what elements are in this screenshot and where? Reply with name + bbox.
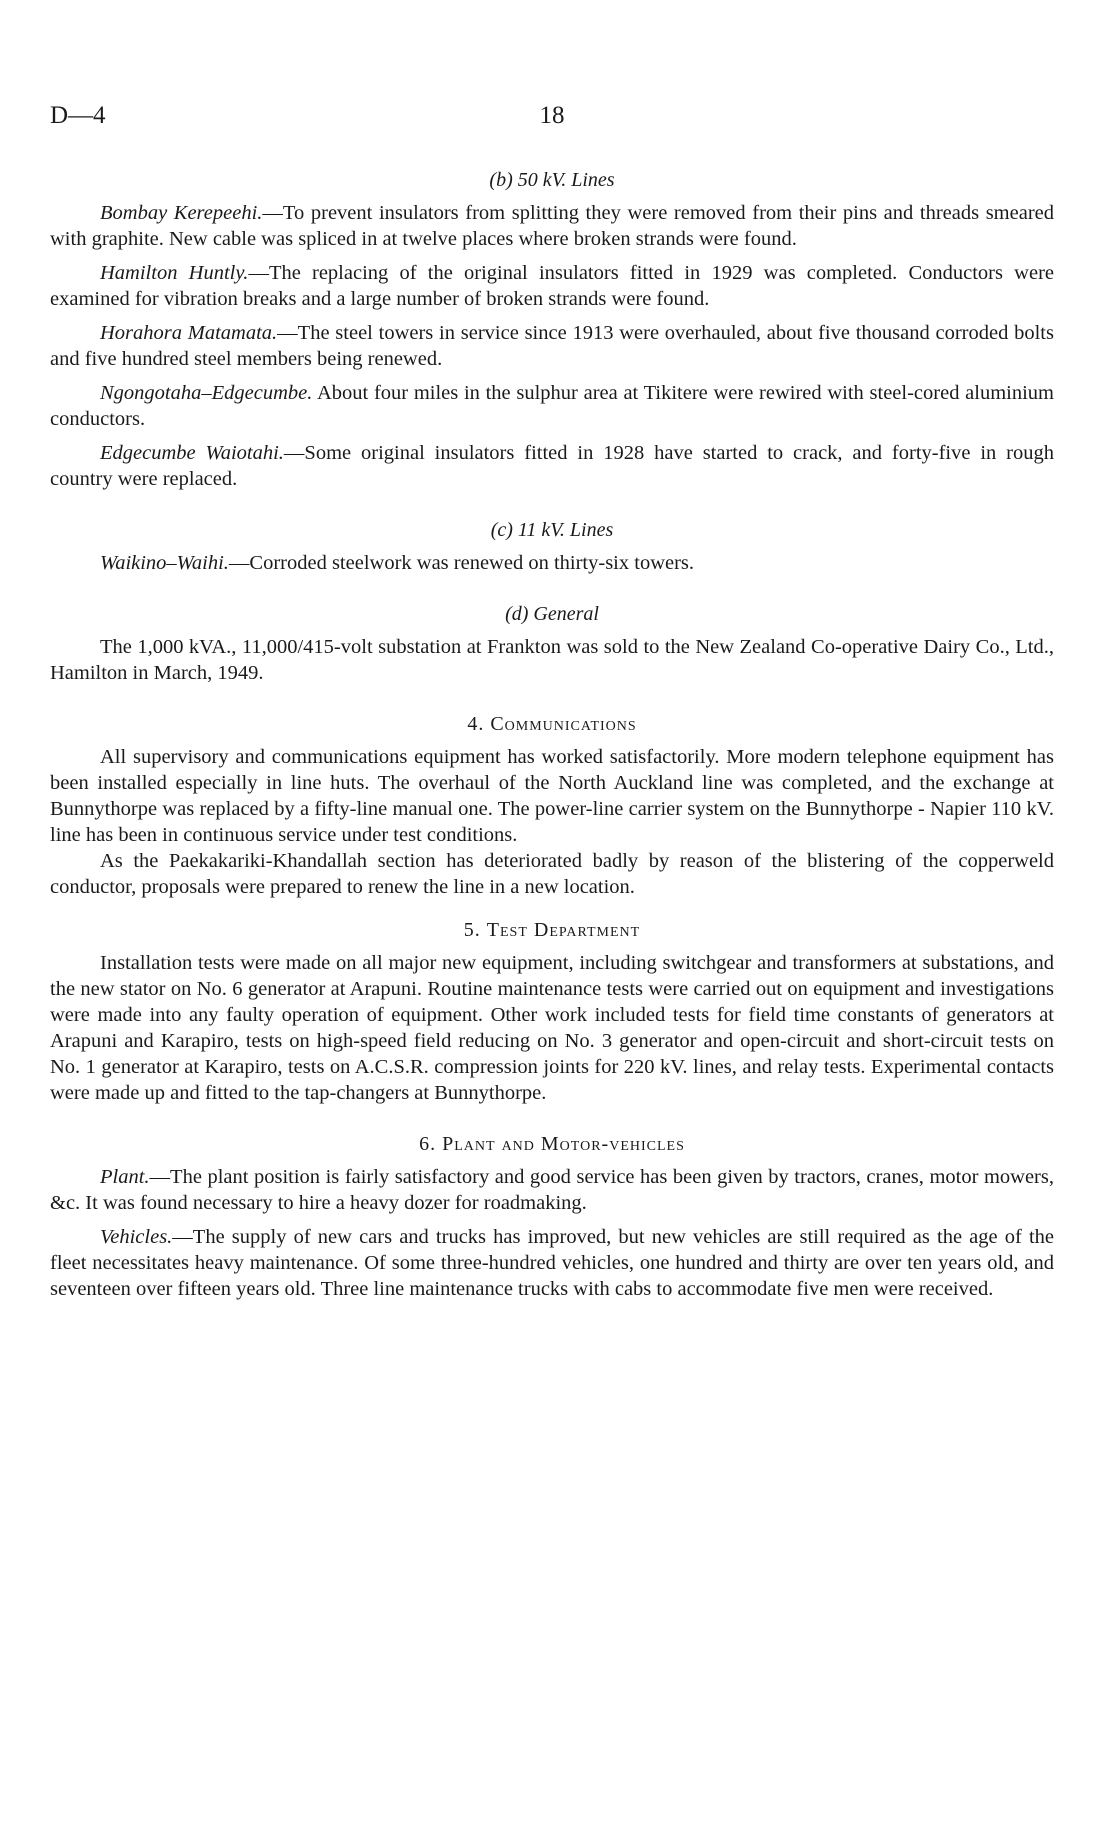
paragraph-lead: Horahora Matamata.: [100, 322, 278, 344]
paragraph-text: —The supply of new cars and trucks has improved, but new vehicles are still required as the age of the fleet necessitates heavy maintenance. Of some three-hundred vehicles, one hundred and thirty are over ten years old, and seventeen over fifteen years old. Three line maintenance trucks with cabs to accommodate five men were received.: [50, 1226, 1054, 1300]
paragraph-text: —Some original insulators fitted in 1928 have started to crack, and forty-five in rough country were replaced.: [50, 442, 1054, 490]
paragraph-horahora-matamata: [50, 320, 1054, 372]
paragraph-text: The 1,000 kVA., 11,000/415-volt substation at Frankton was sold to the New Zealand Co-operative Dairy Co., Ltd., Hamilton in March, 1949.: [50, 636, 1054, 684]
paragraph-text: —Corroded steelwork was renewed on thirty-six towers.: [228, 552, 695, 574]
paragraph-edgecumbe-waiotahi: [50, 440, 1054, 492]
paragraph-bombay-kerepeehi: [50, 200, 1054, 252]
paragraph-communications-1: [50, 744, 1054, 848]
section-number: 5.: [463, 919, 481, 941]
paragraph-lead: Bombay Kerepeehi.: [100, 202, 263, 224]
section-heading-plant-motor-vehicles: [50, 1132, 1054, 1156]
section-number: 4.: [467, 713, 485, 735]
section-title: Test Department: [486, 919, 641, 941]
paragraph-text: About four miles in the sulphur area at Tikitere were rewired with steel-cored aluminium conductors.: [50, 382, 1054, 430]
paragraph-text: Installation tests were made on all major new equipment, including switchgear and transformers at substations, and the new stator on No. 6 generator at Arapuni. Routine maintenance tests were carried out on equipment and investigations were made into any faulty operation of equipment. Other work included tests for field time constants of generators at Arapuni and Karapiro, tests on high-speed field reducing on No. 3 generator and open-circuit and short-circuit tests on No. 1 generator at Karapiro, tests on A.C.S.R. compression joints for 220 kV. lines, and relay tests. Experimental contacts were made up and fitted to the tap-changers at Bunnythorpe.: [50, 952, 1054, 1104]
paragraph-frankton-substation: [50, 634, 1054, 686]
section-title: Communications: [490, 713, 637, 735]
paragraph-lead: Plant.: [100, 1166, 150, 1188]
paragraph-text: As the Paekakariki-Khandallah section has deteriorated badly by reason of the blistering of the copperweld conductor, proposals were prepared to renew the line in a new location.: [50, 850, 1054, 898]
paragraph-lead: Waikino–Waihi.: [100, 552, 229, 574]
paragraph-lead: Hamilton Huntly.: [100, 262, 249, 284]
paragraph-text: —The steel towers in service since 1913 were overhauled, about five thousand corroded bolts and five hundred steel members being renewed.: [50, 322, 1054, 370]
page-header: [50, 102, 1054, 138]
paragraph-waikino-waihi: [50, 550, 1054, 576]
section-heading-test-department: [50, 918, 1054, 942]
page-body: [50, 168, 1054, 1302]
paragraph-vehicles: [50, 1224, 1054, 1302]
section-heading-communications: [50, 712, 1054, 736]
paragraph-ngongotaha-edgecumbe: [50, 380, 1054, 432]
paragraph-text: —The plant position is fairly satisfactory and good service has been given by tractors, cranes, motor mowers, &c. It was found necessary to hire a heavy dozer for roadmaking.: [50, 1166, 1054, 1214]
section-heading-50kv-lines: (b) 50 kV. Lines: [489, 169, 615, 191]
section-number: 6.: [419, 1133, 437, 1155]
section-heading-general: (d) General: [505, 603, 599, 625]
paragraph-text: —The replacing of the original insulators fitted in 1929 was completed. Conductors were examined for vibration breaks and a large number of broken strands were found.: [50, 262, 1055, 310]
paragraph-test-department: [50, 950, 1054, 1106]
page-number: 18: [539, 102, 565, 129]
paragraph-lead: Ngongotaha–Edgecumbe.: [100, 382, 313, 404]
paragraph-lead: Edgecumbe Waiotahi.: [100, 442, 284, 464]
section-title: Plant and Motor-vehicles: [442, 1133, 685, 1155]
paragraph-text: —To prevent insulators from splitting they were removed from their pins and threads smeared with graphite. New cable was spliced in at twelve places where broken strands were found.: [50, 202, 1054, 250]
paragraph-lead: Vehicles.: [100, 1226, 173, 1248]
paragraph-hamilton-huntly: [50, 260, 1054, 312]
section-heading-11kv-lines: (c) 11 kV. Lines: [490, 519, 614, 541]
paragraph-communications-2: [50, 848, 1054, 900]
paragraph-plant: [50, 1164, 1054, 1216]
paragraph-text: All supervisory and communications equipment has worked satisfactorily. More modern telephone equipment has been installed especially in line huts. The overhaul of the North Auckland line was completed, and the exchange at Bunnythorpe was replaced by a fifty-line manual one. The power-line carrier system on the Bunnythorpe - Napier 110 kV. line has been in continuous service under test conditions.: [50, 746, 1054, 846]
document-reference: D—4: [50, 102, 106, 129]
